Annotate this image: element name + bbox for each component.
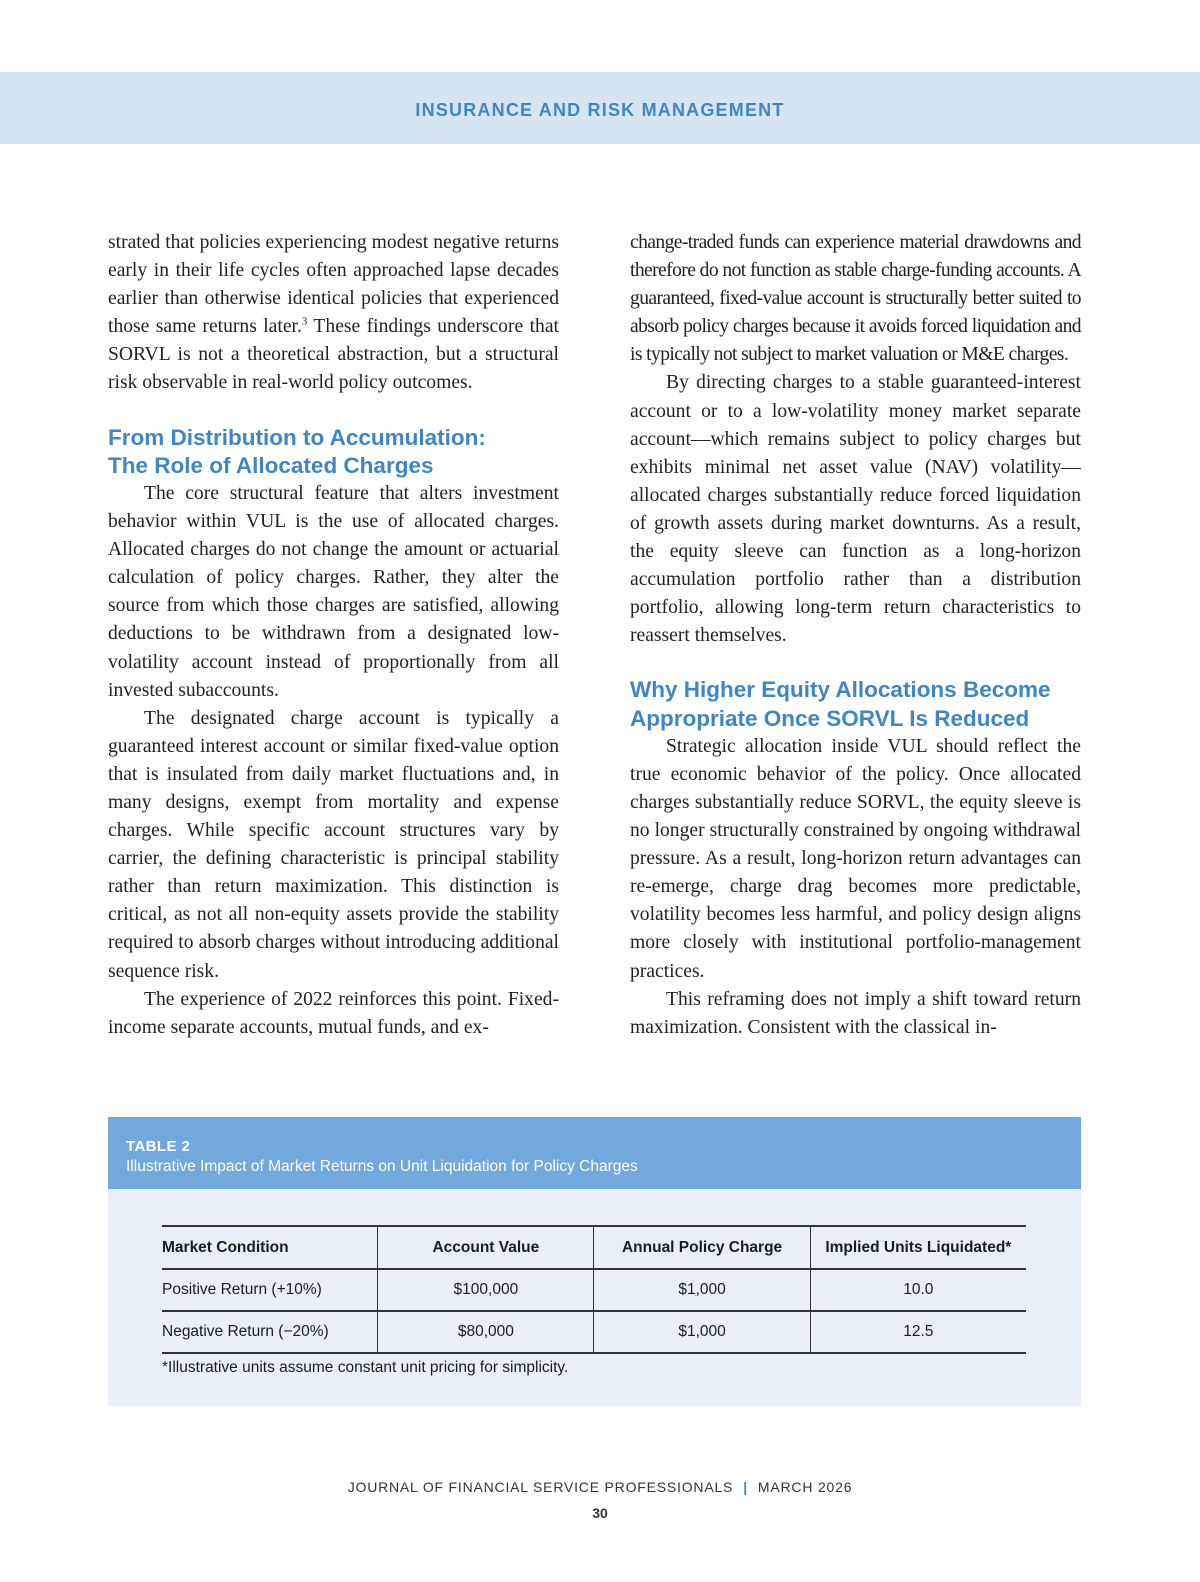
footer [0,1479,1200,1495]
table-cell: 10.0 [810,1269,1026,1311]
column-header: Market Condition [162,1238,289,1256]
left-column [108,229,559,1042]
heading-line: From Distribution to Accumulation: [108,424,486,450]
column-header: Annual Policy Charge [594,1226,810,1269]
section-heading [108,424,559,480]
paragraph: By directing charges to a stable guaranteed-interest account or to a low-volatility money market separate account—which remains subject to policy charges but exhibits minimal net asset value (NAV) volatility—allocated charges substantially reduce forced liquidation of growth assets during market downturns. As a result, the equity sleeve can function as a long-horizon accumulation portfolio rather than a distribution portfolio, allowing long-term return characteristics to reassert themselves. [630,372,1081,647]
paragraph: The experience of 2022 reinforces this point. Fixed-income separate accounts, mutual funds, and ex- [108,988,559,1038]
paragraph-text: These findings underscore that SORVL is not a theoretical abstraction, but a structural risk observable in real-world policy outcomes. [108,316,559,394]
right-column [630,229,1081,1042]
table-cell: 12.5 [810,1311,1026,1353]
paragraph [108,229,559,398]
column-header: Implied Units Liquidated* [810,1226,1026,1269]
footer-separator: | [743,1479,748,1495]
journal-name: JOURNAL OF FINANCIAL SERVICE PROFESSIONALS [347,1479,734,1495]
table-cell: $1,000 [594,1269,810,1311]
paragraph: Strategic allocation inside VUL should reflect the true economic behavior of the policy. Once allocated charges substantially reduce SORVL, the equity sleeve is no longer structurally constrained by ongoing withdrawal pressure. As a result, long-horizon return advantages can re-emerge, charge drag becomes more predictable, volatility becomes less harmful, and policy design aligns more closely with institutional portfolio-management practices. [630,735,1081,982]
table-caption: Illustrative Impact of Market Returns on Unit Liquidation for Policy Charges [126,1158,638,1175]
issue-date: MARCH 2026 [757,1479,853,1495]
table-footnote: *Illustrative units assume constant unit pricing for simplicity. [162,1359,569,1376]
table-cell: Negative Return (−20%) [162,1323,329,1340]
table-label: TABLE 2 [126,1138,191,1155]
table-row [162,1269,1026,1311]
heading-line: Why Higher Equity Allocations Become [630,677,1051,703]
section-title: INSURANCE AND RISK MANAGEMENT [415,100,785,120]
table-panel [108,1117,1081,1406]
section-heading [630,676,1081,732]
heading-line: The Role of Allocated Charges [108,452,434,478]
page-number: 30 [592,1505,608,1521]
column-header: Account Value [378,1226,594,1269]
table-cell: $1,000 [594,1311,810,1353]
table-cell: $80,000 [378,1311,594,1353]
paragraph: The designated charge account is typically a guaranteed interest account or similar fixed-value option that is insulated from daily market fluctuations and, in many designs, exempt from mortality and expense charges. While specific account structures vary by carrier, the defining characteristic is principal stability rather than return maximization. This distinction is critical, as not all non-equity assets provide the stability required to absorb charges without introducing additional sequence risk. [108,707,559,982]
table-header-row [162,1226,1026,1269]
paragraph: This reframing does not imply a shift toward return maximization. Consistent with the classical in- [630,988,1081,1038]
footnote-ref[interactable]: 3 [301,315,308,328]
table-cell: Positive Return (+10%) [162,1281,322,1298]
table-row [162,1311,1026,1353]
paragraph-text: strated that policies experiencing modest negative returns early in their life cycles often approached lapse decades earlier than otherwise identical policies that experienced those same returns later. [108,232,559,338]
heading-line: Appropriate Once SORVL Is Reduced [630,705,1030,731]
data-table [162,1225,1026,1354]
paragraph: change-traded funds can experience material drawdowns and therefore do not function as stable charge-funding accounts. A guaranteed, fixed-value account is structurally better suited to absorb policy charges because it avoids forced liquidation and is typically not subject to market valuation or M&E charges. [630,232,1081,366]
table-cell: $100,000 [378,1269,594,1311]
table-header-bar [108,1117,1081,1189]
paragraph: The core structural feature that alters investment behavior within VUL is the use of allocated charges. Allocated charges do not change the amount or actuarial calculation of policy charges. Rather, they alter the source from which those charges are satisfied, allowing deductions to be withdrawn from a designated low-volatility account instead of proportionally from all invested subaccounts. [108,482,559,701]
